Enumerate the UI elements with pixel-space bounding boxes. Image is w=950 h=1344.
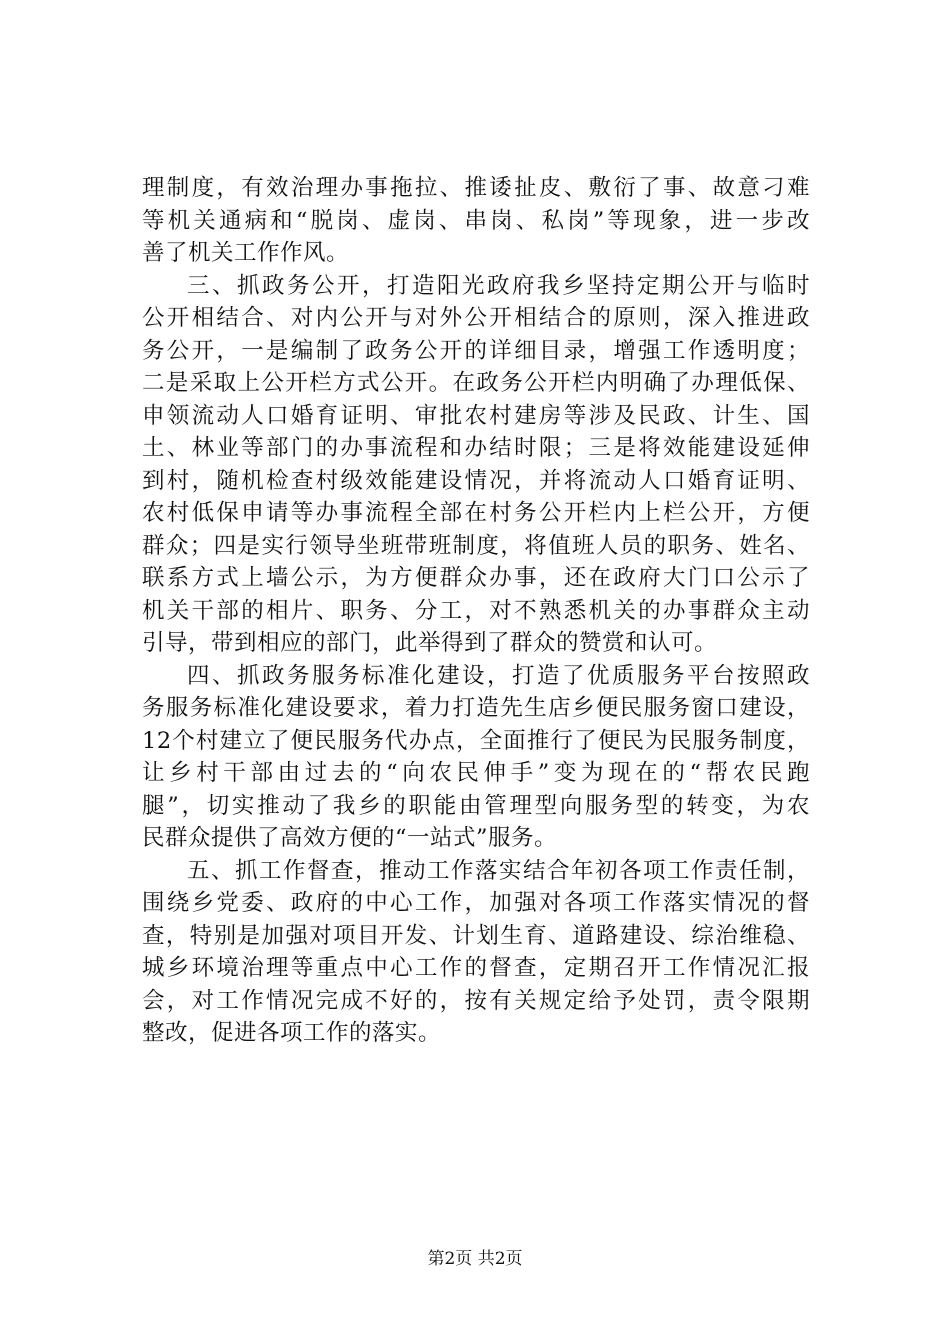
text-line: 等机关通病和“脱岗、虚岗、串岗、私岗”等现象，进一步改 <box>142 207 810 234</box>
text-line: 务服务标准化建设要求，着力打造先生店乡便民服务窗口建设， <box>142 695 810 721</box>
text-line: 土、林业等部门的办事流程和办结时限；三是将效能建设延伸 <box>142 435 810 461</box>
text-line: 联系方式上墙公示，为方便群众办事，还在政府大门口公示了 <box>142 565 810 591</box>
text-line: 善了机关工作作风。 <box>142 240 350 266</box>
text-line: 到村，随机检查村级效能建设情况，并将流动人口婚育证明、 <box>142 467 810 494</box>
text-line: 四、抓政务服务标准化建设，打造了优质服务平台按照政 <box>187 662 810 689</box>
text-line: 理制度，有效治理办事拖拉、推诿扯皮、敷衍了事、故意刁难 <box>142 175 810 201</box>
text-line: 围绕乡党委、政府的中心工作，加强对各项工作落实情况的督 <box>142 890 810 916</box>
text-line: 引导，带到相应的部门，此举得到了群众的赞赏和认可。 <box>142 630 718 656</box>
text-line: 民群众提供了高效方便的“一站式”服务。 <box>142 825 558 851</box>
paragraph-section-four <box>142 660 810 855</box>
text-line: 会，对工作情况完成不好的，按有关规定给予处罚，责令限期 <box>142 987 810 1014</box>
text-line: 务公开，一是编制了政务公开的详细目录，增强工作透明度； <box>142 337 810 364</box>
text-line: 二是采取上公开栏方式公开。在政务公开栏内明确了办理低保、 <box>142 370 810 396</box>
document-body <box>142 172 810 1050</box>
text-line: 城乡环境治理等重点中心工作的督查，定期召开工作情况汇报 <box>142 955 810 981</box>
paragraph-section-three <box>142 270 810 660</box>
paragraph-continuation <box>142 172 810 270</box>
text-line: 群众；四是实行领导坐班带班制度，将值班人员的职务、姓名、 <box>142 532 810 559</box>
text-line: 申领流动人口婚育证明、审批农村建房等涉及民政、计生、国 <box>142 402 810 429</box>
text-line: 农村低保申请等办事流程全部在村务公开栏内上栏公开，方便 <box>142 500 810 526</box>
text-line: 让乡村干部由过去的“向农民伸手”变为现在的“帮农民跑 <box>142 760 810 786</box>
text-line: 12个村建立了便民服务代办点，全面推行了便民为民服务制度， <box>142 727 810 754</box>
text-line: 公开相结合、对内公开与对外公开相结合的原则，深入推进政 <box>142 305 810 331</box>
text-line: 三、抓政务公开，打造阳光政府我乡坚持定期公开与临时 <box>187 272 810 299</box>
text-line: 整改，促进各项工作的落实。 <box>142 1020 442 1046</box>
text-line: 腿”，切实推动了我乡的职能由管理型向服务型的转变，为农 <box>142 792 810 819</box>
text-line: 查，特别是加强对项目开发、计划生育、道路建设、综治维稳、 <box>142 922 810 949</box>
paragraph-section-five <box>142 855 810 1050</box>
text-line: 五、抓工作督查，推动工作落实结合年初各项工作责任制， <box>187 857 810 884</box>
text-line: 机关干部的相片、职务、分工，对不熟悉机关的办事群众主动 <box>142 597 810 624</box>
page-number: 第2页 共2页 <box>427 1249 523 1269</box>
